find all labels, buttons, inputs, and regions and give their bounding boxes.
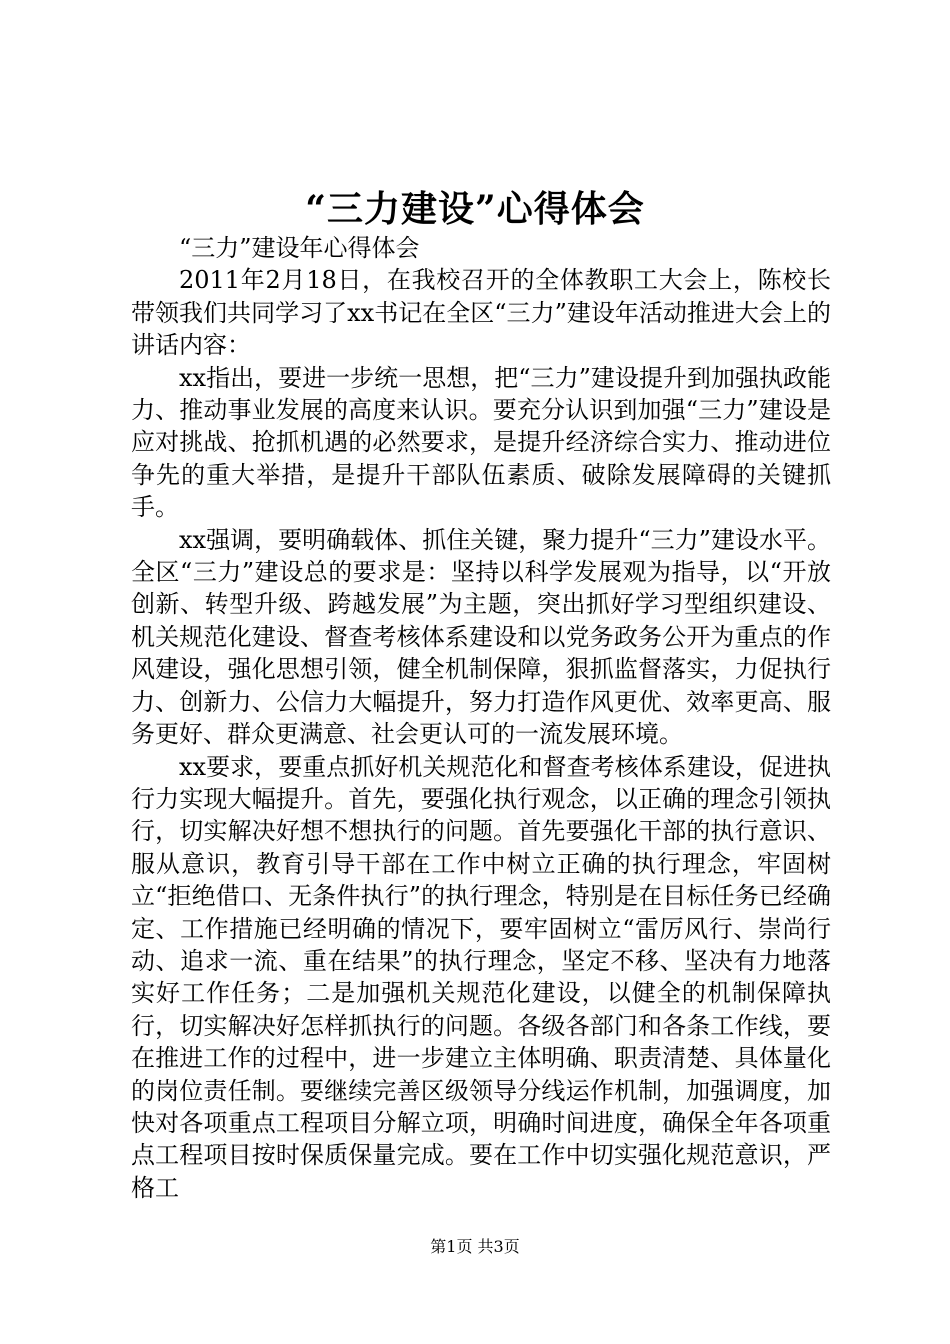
body-paragraph: 2011年2月18日，在我校召开的全体教职工大会上，陈校长带领我们共同学习了xx书记在全区“三力”建设年活动推进大会上的讲话内容： — [131, 266, 831, 360]
page-number-footer: 第1页 共3页 — [430, 1237, 520, 1256]
body-paragraph: “三力”建设年心得体会 — [179, 234, 420, 262]
body-paragraph: xx强调，要明确载体、抓住关键，聚力提升“三力”建设水平。全区“三力”建设总的要求是：坚持以科学发展观为指导，以“开放创新、转型升级、跨越发展”为主题，突出抓好学习型组织建设、机关规范化建设、督查考核体系建设和以党务政务公开为重点的作风建设，强化思想引领，健全机制保障，狠抓监督落实，力促执行力、创新力、公信力大幅提升，努力打造作风更优、效率更高、服务更好、群众更满意、社会更认可的一流发展环境。 — [131, 525, 831, 749]
body-paragraph: xx要求，要重点抓好机关规范化和督查考核体系建设，促进执行力实现大幅提升。首先，要强化执行观念，以正确的理念引领执行，切实解决好想不想执行的问题。首先要强化干部的执行意识、服从意识，教育引导干部在工作中树立正确的执行理念，牢固树立“拒绝借口、无条件执行”的执行理念，特别是在目标任务已经确定、工作措施已经明确的情况下，要牢固树立“雷厉风行、崇尚行动、追求一流、重在结果”的执行理念，坚定不移、坚决有力地落实好工作任务；二是加强机关规范化建设，以健全的机制保障执行，切实解决好怎样抓执行的问题。各级各部门和各条工作线，要在推进工作的过程中，进一步建立主体明确、职责清楚、具体量化的岗位责任制。要继续完善区级领导分线运作机制，加强调度，加快对各项重点工程项目分解立项，明确时间进度，确保全年各项重点工程项目按时保质保量完成。要在工作中切实强化规范意识，严格工 — [131, 752, 831, 1202]
document-body — [131, 232, 831, 1204]
body-paragraph: xx指出，要进一步统一思想，把“三力”建设提升到加强执政能力、推动事业发展的高度来认识。要充分认识到加强“三力”建设是应对挑战、抢抓机遇的必然要求，是提升经济综合实力、推动进位争先的重大举措，是提升干部队伍素质、破除发展障碍的关键抓手。 — [131, 363, 831, 522]
document-title: “三力建设”心得体会 — [305, 188, 645, 230]
